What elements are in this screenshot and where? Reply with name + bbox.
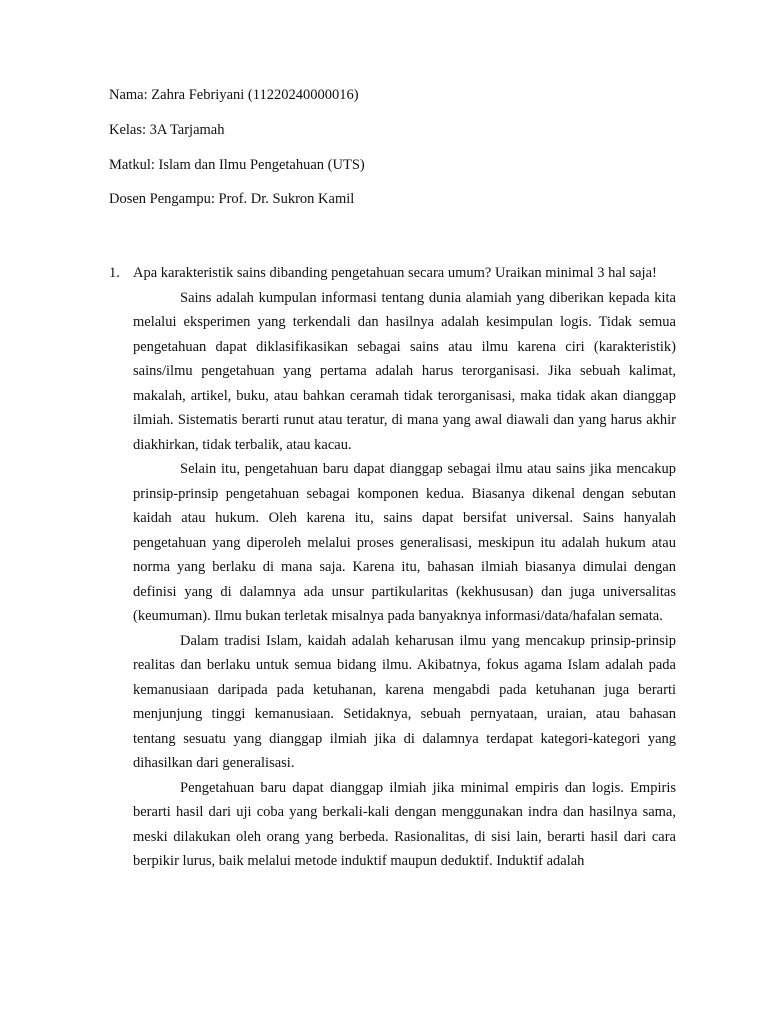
paragraph: Sains adalah kumpulan informasi tentang dunia alamiah yang diberikan kepada kita melalui eksperimen yang terkendali dan hasilnya adalah kesimpulan logis. Tidak semua pengetahuan dapat diklasifikasikan sebagai sains atau ilmu karena ciri (karakteristik) sains/ilmu pengetahuan yang pertama adalah harus terorganisasi. Jika sebuah kalimat, makalah, artikel, buku, atau bahkan ceramah tidak terorganisasi, maka tidak akan dianggap ilmiah. Sistematis berarti runut atau teratur, di mana yang awal diawali dan yang harus akhir diakhirkan, tidak terbalik, atau kacau. bbox=[133, 289, 676, 453]
paragraph: Pengetahuan baru dapat dianggap ilmiah jika minimal empiris dan logis. Empiris berarti hasil dari uji coba yang berkali-kali dengan menggunakan indra dan hasilnya sama, meski dilakukan oleh orang yang berbeda. Rasionalitas, di sisi lain, berarti hasil dari cara berpikir lurus, baik melalui metode induktif maupun deduktif. Induktif adalah bbox=[133, 779, 676, 869]
lecturer-line: Dosen Pengampu: Prof. Dr. Sukron Kamil bbox=[109, 191, 355, 207]
question-text: Apa karakteristik sains dibanding pengetahuan secara umum? Uraikan minimal 3 hal saja! bbox=[133, 265, 657, 281]
answer-body bbox=[133, 261, 676, 874]
course-line: Matkul: Islam dan Ilmu Pengetahuan (UTS) bbox=[109, 157, 365, 173]
paragraph: Dalam tradisi Islam, kaidah adalah keharusan ilmu yang mencakup prinsip-prinsip realitas dan berlaku untuk semua bidang ilmu. Akibatnya, fokus agama Islam adalah pada kemanusiaan daripada pada ketuhanan, karena mengabdi pada ketuhanan juga berarti menjunjung tinggi kemanusiaan. Setidaknya, sebuah pernyataan, uraian, atau bahasan tentang sesuatu yang dianggap ilmiah jika di dalamnya terdapat kategori-kategori yang dihasilkan dari generalisasi. bbox=[133, 632, 676, 771]
paragraph: Selain itu, pengetahuan baru dapat dianggap sebagai ilmu atau sains jika mencakup prinsip-prinsip pengetahuan sebagai komponen kedua. Biasanya dikenal dengan sebutan kaidah atau hukum. Oleh karena itu, sains dapat bersifat universal. Sains hanyalah pengetahuan yang diperoleh melalui proses generalisasi, meskipun itu adalah hukum atau norma yang berlaku di mana saja. Karena itu, bahasan ilmiah biasanya dimulai dengan definisi yang di dalamnya ada unsur partikularitas (kekhususan) dan juga universalitas (keumuman). Ilmu bukan terletak misalnya pada banyaknya informasi/data/hafalan semata. bbox=[133, 461, 676, 624]
student-name-line: Nama: Zahra Febriyani (11220240000016) bbox=[109, 87, 359, 103]
question-number: 1. bbox=[109, 265, 120, 281]
class-line: Kelas: 3A Tarjamah bbox=[109, 122, 225, 138]
